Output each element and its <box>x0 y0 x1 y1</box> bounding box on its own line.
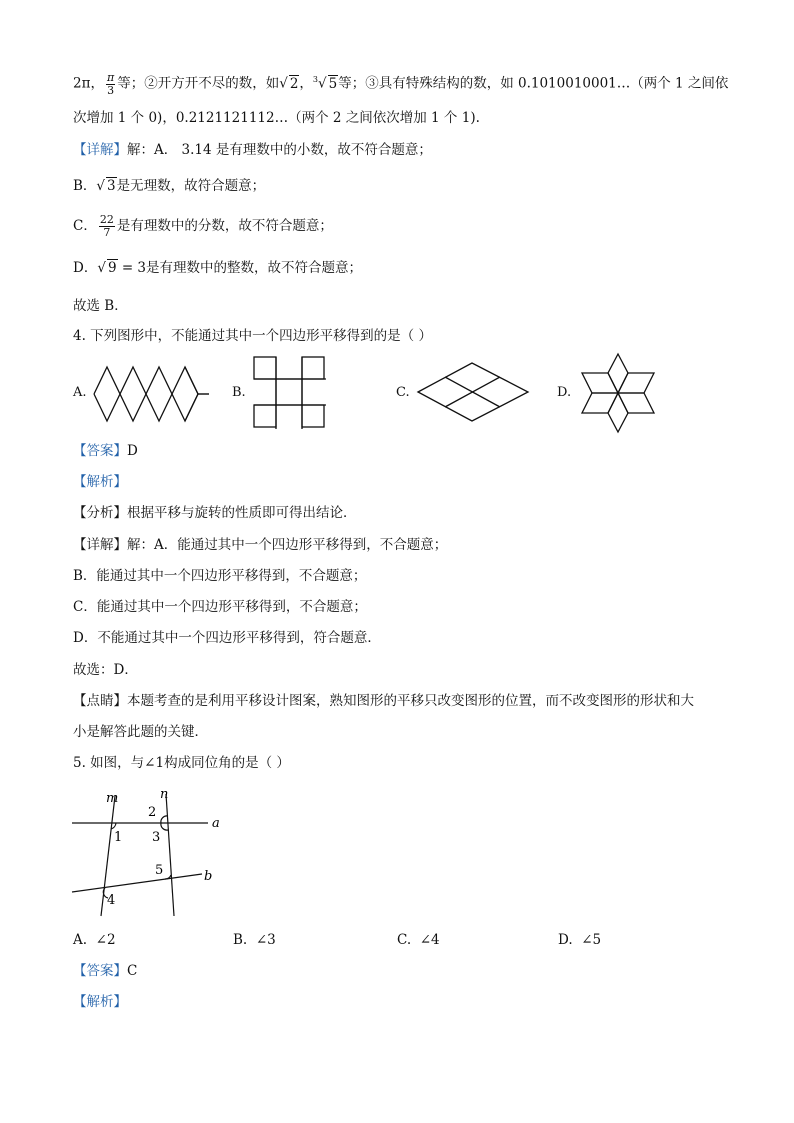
q4-comment-2: 小是解答此题的关键． <box>73 724 208 740</box>
q5-option-b: B. ∠3 <box>233 932 276 948</box>
q4-figure-a <box>90 365 212 423</box>
q3-choose: 故选 B． <box>73 298 128 314</box>
q5-answer: 【答案】C <box>73 963 138 979</box>
q4-option-c-label: C. <box>396 385 410 400</box>
q4-comment-1: 【点睛】本题考查的是利用平移设计图案，熟知图形的平移只改变图形的位置，而不改变图形的形状和大 <box>73 693 694 709</box>
q3-detail-a: 【详解】解：A． 3.14 是有理数中的小数，故不符合题意； <box>73 142 432 158</box>
q4-answer: 【答案】D <box>73 443 138 459</box>
q3-detail-b: B．√ 3是无理数，故符合题意； <box>73 178 266 194</box>
label-1: 1 <box>114 830 123 845</box>
q4-option-b-label: B. <box>232 385 246 400</box>
pi-over-3-fraction: $\frac{\pi}{3}$ <box>106 70 115 97</box>
q4-figure-d <box>578 352 658 434</box>
q5-figure <box>70 786 230 920</box>
cbrt-symbol: √ <box>318 75 327 92</box>
q4-option-d-label: D. <box>557 385 572 400</box>
q5-stem: 5. 如图，与∠1构成同位角的是（ ） <box>73 755 290 771</box>
q4-option-a-label: A. <box>73 385 87 400</box>
label-n: n <box>160 787 169 802</box>
q4-fenxi: 【分析】根据平移与旋转的性质即可得出结论． <box>73 505 357 521</box>
q4-stem: 4. 下列图形中，不能通过其中一个四边形平移得到的是（ ） <box>73 328 432 344</box>
q5-option-a: A. ∠2 <box>73 932 116 948</box>
intro-text-2pi: 2π， <box>73 75 104 92</box>
q5-option-d: D. ∠5 <box>558 932 602 948</box>
q4-detail-a: 【详解】解：A．能通过其中一个四边形平移得到，不合题意； <box>73 537 448 553</box>
q4-detail-d: D．不能通过其中一个四边形平移得到，符合题意． <box>73 630 381 646</box>
intro-line-1: 2π， $\frac{\pi}{3}$ 等；②开方开不尽的数，如√ 2，$^3$√ 5等；③具有特殊结构的数，如 0.1010010001…（两个 1 之间依 <box>73 70 729 97</box>
sqrt-symbol: √ <box>279 75 288 92</box>
label-5: 5 <box>155 863 164 878</box>
intro-line-2: 次增加 1 个 0)，0.2121121112…（两个 2 之间依次增加 1 个 1). <box>73 110 480 126</box>
q4-figure-b <box>252 355 328 431</box>
label-m: m <box>106 791 119 806</box>
q3-detail-d: D．√ 9 = 3是有理数中的整数，故不符合题意； <box>73 260 363 276</box>
q4-figure-c <box>415 360 531 424</box>
q4-analysis-tag: 【解析】 <box>73 474 127 490</box>
22-over-7-fraction: $\frac{22}{7}$ <box>99 213 114 239</box>
label-3: 3 <box>152 830 161 845</box>
q4-detail-b: B．能通过其中一个四边形平移得到，不合题意； <box>73 568 367 584</box>
label-b: b <box>204 869 213 884</box>
q4-choose: 故选：D． <box>73 662 138 678</box>
q3-detail-c: C． $\frac{22}{7}$ 是有理数中的分数，故不符合题意； <box>73 213 333 239</box>
q5-analysis-tag: 【解析】 <box>73 994 127 1010</box>
q5-option-c: C. ∠4 <box>397 932 440 948</box>
label-4: 4 <box>107 893 116 908</box>
q4-detail-c: C．能通过其中一个四边形平移得到，不合题意； <box>73 599 367 615</box>
label-a: a <box>212 816 220 831</box>
label-2: 2 <box>148 805 157 820</box>
